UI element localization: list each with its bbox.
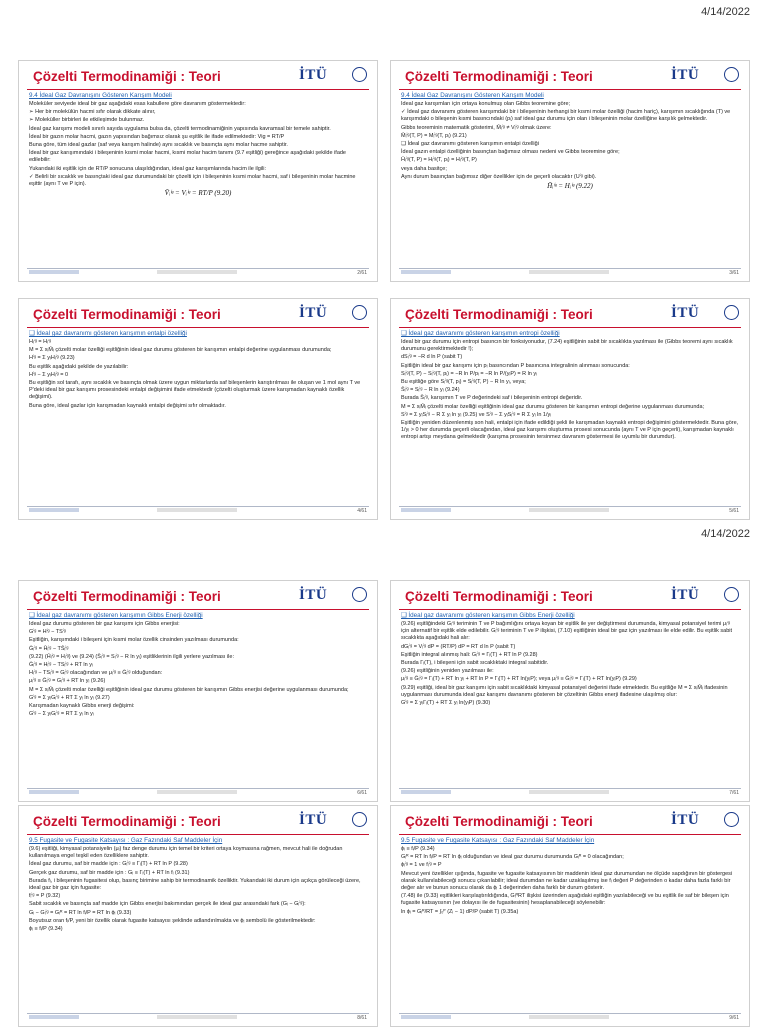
slide-text-line: ✓ Belirli bir sıcaklık ve basınçtaki ideal gaz durumundaki bir çözelti için i bileşeninin kısmi molar hacmi, saf i bileşeninin molar hacmine eşittir (aynı T ve P için). [29, 173, 356, 188]
slide-text-line: (9.26) eşitliğindeki Gᵢⁱᵍ teriminin T ve P bağımlığını ortaya koyan bir eşitlik ile yer değiştirmesi durumunda, kimyasal potansiyel terimi μᵢⁱᵍ için alternatif bir eşitlik elde edilebilir. Gᵢⁱᵍ teriminin T ve P ilişkisi, (7.10) eşitliğinin ideal bir gaz için yazılması ile elde edilir. Bu eşitlik sabit sıcaklıkta aşağıdaki hali alır: [401, 621, 733, 642]
slide-text-line: (9.29) eşitliği, ideal bir gaz karışımı için sabit sıcaklıktaki kimyasal potansiyel değerini ifade etmektedir. Bu eşitliğe M = Σ xᵢM̄ᵢ ifadesinin uygulanması durumunda ideal gaz karışımı davranımı gösteren bir çözeltinin Gibbs enerji ifadesine ulaşılmış olur: [401, 684, 728, 698]
footer-center-mark [157, 790, 237, 794]
slide-text-line: Burada Γᵢ(T), i bileşeni için sabit sıcaklıktaki integral sabitidir. [401, 660, 549, 667]
slide-text-line: Mevcut yeni özellikler ışığında, fugasite ve fugasite katsayısının bir maddenin ideal gaz durumundan ne ölçüde sapdığının bir göstergesi olarak kullanılabileceği sonucu çıkarılabilir; ideal durumdan ne kadar uzaklaşılmış ise fᵢ değeri P değerinden o kadar daha fazla farklı bir değer alır ve bunun sonucu olarak da ϕᵢ 1 değerinden daha farklı bir durum gösterir. [401, 870, 733, 892]
title-divider [399, 609, 741, 610]
footer-center-mark [157, 270, 237, 274]
slide-title: Çözelti Termodinamiği : Teori [405, 814, 593, 829]
slide-title: Çözelti Termodinamiği : Teori [405, 69, 593, 84]
slide-text-line: Buna göre, tüm ideal gazlar (saf veya karışım halinde) aynı sıcaklık ve basınçta aynı molar hacme sahiptir. [29, 142, 288, 149]
footer-institution-mark [401, 270, 451, 274]
slide-footer [399, 268, 741, 278]
slide-subtitle: ❑ İdeal gaz davranımı gösteren karışımın Gibbs Enerji özelliği [29, 612, 203, 619]
slide-text-line: Eşitliğin ideal bir gaz karışımı için pᵢ basıncından P basıncına integralinin alınması sonucunda: [401, 362, 630, 369]
slide-text-line: İdeal bir gaz karışımındaki i bileşeninin kısmi molar hacmi, kısmi molar hacim tanımı (9.7 eşitliği) gereğince aşağıdaki şekilde ifade edilebilir: [29, 150, 346, 164]
slide-text-line: Boyutsuz oran fᵢ/P, yeni bir özellik olarak fugasite katsayısı şeklinde adlandırılmakta ve ϕᵢ sembolü ile gösterilmektedir: [29, 917, 316, 924]
slide-text-line: veya daha basitçe; [401, 165, 447, 172]
slide-page-number: 4/61 [357, 508, 367, 514]
slide-text-line: Eşitliğin integral alınmış hali: Gᵢⁱᵍ = Γᵢ(T) + RT ln P (9.28) [401, 651, 538, 658]
slide-text-line: Karışmadan kaynaklı Gibbs enerji değişimi: [29, 703, 135, 710]
slide-subtitle: ❑ İdeal gaz davranımı gösteren karışımın entalpi özelliği [29, 330, 187, 337]
footer-institution-mark [29, 508, 79, 512]
logo-text: İTÜ [299, 305, 328, 321]
slide-text-line: Buna göre, ideal gazlar için karışmadan kaynaklı entalpi değişimi sıfır olmaktadır. [29, 402, 226, 409]
slide-subtitle: ❑ İdeal gaz davranımı gösteren karışımın Gibbs Enerji özelliği [401, 612, 575, 619]
slide-text-line: Gibbs teoreminin matematik gösterimi, M̄ᵢⁱᵍ ≠ Vᵢⁱᵍ olmak üzere: [401, 124, 552, 131]
slide-text-line: ϕᵢ ≡ fᵢ/P (9.34) [401, 846, 435, 852]
logo-text: İTÜ [299, 67, 328, 83]
slide-text-line: Bu eşitliğin sol tarafı, aynı sıcaklık ve basınçta olmak üzere uygun miktarlarda saf bileşenlerin karıştırılması ile oluşan ve 1 mol aynı T ve P'deki ideal bir gaz karışımı prosesindeki entalpi değişimini ifade etmektedir (çözelti oluşturmak üzere karışmadan kaynaklı özellik değişimi). [29, 380, 361, 401]
slide-text-line: M = Σ xᵢM̄ᵢ çözelti molar özelliği eşitliğinin ideal gaz durumu gösteren bir karışımın entropi değerine uygulanması durumunda; [401, 403, 705, 410]
slide-body [29, 621, 367, 785]
slide-text-line: Burada fᵢ, i bileşeninin fugasitesi olup, basınç birimine sahip bir termodinamik özelliktir. Yukarıdaki iki durum için açıkça görüleceği üzere, ideal gaz bir gaz için fugasite: [29, 877, 361, 892]
slide-title: Çözelti Termodinamiği : Teori [405, 589, 593, 604]
slide-footer [399, 1013, 741, 1023]
seal-icon [724, 305, 739, 320]
slide-text-line: Hⁱᵍ = Σ yᵢHᵢⁱᵍ (9.23) [29, 355, 75, 362]
slide-text-line: ➢ Moleküller birbirleri ile etkileşimde bulunmaz. [29, 117, 145, 124]
slide-text-line: fᵢⁱᵍ = P (9.32) [29, 893, 61, 900]
slide-text-line: (9.22) (H̄ᵢⁱᵍ = Hᵢⁱᵍ) ve (9.24) (S̄ᵢⁱᵍ = Sᵢⁱᵍ − R ln yᵢ) eşitliklerinin ilgili yerlere yazılması ile: [29, 653, 234, 660]
slide-page-number: 3/61 [729, 270, 739, 276]
slide-text-line: Burada S̄ᵢⁱᵍ, karışımın T ve P değerindeki saf i bileşeninin entropi değeridir. [401, 395, 583, 402]
slide-text-line: ✓ İdeal gaz davranımı gösteren karışımdaki bir i bileşeninin herhangi bir kısmi molar özelliği (hacim hariç), karışımın sıcaklığında (T) ve karışımdaki o bileşenin kısmi basıncındaki (pᵢ) saf ideal gaz durumu için olan i bileşeninin molar özelliğine karşılık gelmektedir. [401, 109, 731, 123]
slide-body [401, 101, 739, 265]
slide-text-line: dSᵢⁱᵍ = −R d ln P (sabit T) [401, 354, 463, 361]
slide-text-line: Sabit sıcaklık ve basınçta saf madde için Gibbs enerjisi bakımından gerçek ile ideal gaz arasındaki fark (Gᵢ − Gᵢⁱᵍ): [29, 901, 306, 908]
slide-text-line: İdeal gazın entalpi özelliğinin basınçtan bağımsız olması nedeni ve Gibbs teoremine göre; [401, 149, 620, 156]
slide-text-line: İdeal gaz durumu, saf bir madde için : Gᵢⁱᵍ ≡ Γᵢ(T) + RT ln P (9.28) [29, 861, 188, 868]
logo-text: İTÜ [671, 812, 700, 828]
footer-center-mark [529, 270, 609, 274]
itu-logo [671, 587, 741, 605]
slide-body [29, 339, 367, 503]
slide-text-line: Aynı durum basınçtan bağımsız diğer özellikler için de geçerli olacaktır (Uⁱᵍ gibi). [401, 173, 597, 180]
seal-icon [724, 67, 739, 82]
slide-title: Çözelti Termodinamiği : Teori [33, 69, 221, 84]
title-divider [27, 327, 369, 328]
slide-footer [27, 1013, 369, 1023]
footer-center-mark [529, 508, 609, 512]
slide-text-line: μᵢⁱᵍ ≡ Ḡᵢⁱᵍ = Gᵢⁱᵍ + RT ln yᵢ (9.26) [29, 678, 106, 685]
itu-logo [299, 67, 369, 85]
slide-text-line: İdeal gaz karışımı modeli sınırlı sayıda uygulama bulsa da, çözelti termodinamiğinin yapısında kavramsal bir temele sahiptir. [29, 125, 331, 132]
slide-page-number: 8/61 [357, 1015, 367, 1021]
title-divider [399, 834, 741, 835]
slide-text-line: Gⁱᵍ = Hⁱᵍ − TSⁱᵍ [29, 629, 66, 636]
title-divider [27, 834, 369, 835]
itu-logo [671, 305, 741, 323]
logo-text: İTÜ [671, 67, 700, 83]
slide-text-line: Ḡᵢⁱᵍ = H̄ᵢⁱᵍ − TS̄ᵢⁱᵍ [29, 645, 69, 652]
slide-text-line: Gerçek gaz durumu, saf bir madde için : Gᵢ ≡ Γᵢ(T) + RT ln fᵢ (9.31) [29, 869, 190, 876]
slide-text-line: Sⁱᵍ = Σ yᵢSᵢⁱᵍ − R Σ yᵢ ln yᵢ (9.25) ve Sⁱᵍ − Σ yᵢSᵢⁱᵍ = R Σ yᵢ ln 1/yᵢ [401, 411, 552, 418]
footer-institution-mark [29, 1015, 79, 1019]
slide-5 [18, 580, 378, 802]
page-date-top: 4/14/2022 [701, 6, 750, 18]
slide-page-number: 9/61 [729, 1015, 739, 1021]
slide-text-line: ➢ Her bir molekülün hacmi sıfır olarak dikkate alınır, [29, 109, 156, 116]
title-divider [27, 609, 369, 610]
slide-title: Çözelti Termodinamiği : Teori [33, 814, 221, 829]
slide-text-line: Yukarıdaki iki eşitlik için de RT/P sonucuna ulaşıldığından, ideal gaz karışımlarında hacim ile ilgili: [29, 165, 267, 172]
slide-text-line: Gᵢᴿ = RT ln fᵢ/P = RT ln ϕᵢ olduğundan ve ideal gaz durumu durumunda Gᵢᴿ = 0 olacağından; [401, 854, 624, 861]
slide-title: Çözelti Termodinamiği : Teori [33, 307, 221, 322]
slide-1 [18, 60, 378, 282]
footer-center-mark [157, 1015, 237, 1019]
slide-body [401, 339, 739, 503]
seal-icon [352, 812, 367, 827]
title-divider [27, 89, 369, 90]
seal-icon [352, 67, 367, 82]
slide-text-line: Bu eşitlik aşağıdaki şekilde de yazılabilir: [29, 363, 129, 370]
slide-text-line: İdeal gaz karışımları için ortaya konulmuş olan Gibbs teoremine göre; [401, 101, 571, 107]
slide-text-line: ϕᵢⁱᵍ = 1 ve fᵢⁱᵍ = P [401, 862, 442, 869]
slide-body [401, 621, 739, 785]
slide-page-number: 6/61 [357, 790, 367, 796]
slide-text-line: H̄ᵢⁱᵍ(T, P) = Hᵢⁱᵍ(T, pᵢ) = Hᵢⁱᵍ(T, P) [401, 157, 477, 164]
slide-2 [390, 60, 750, 282]
slide-footer [27, 268, 369, 278]
slide-text-line: Eşitliğin yeniden düzenlenmiş son hali, entalpi için ifade edildiği şekli ile karışmadan kaynaklı entropi değişimini göstermektedir. Buna göre, 1/yᵢ > 0 her durumda geçerli olacağından, ideal gaz karışımı oluşturma prosesi sonucunda (aynı T ve P için geçerli), karışmadan kaynaklı entropi artışı meydana gelmektedir (karışma prosesinin tersinmez davranım göstermesi ile uyumlu bir durumdur). [401, 420, 739, 441]
seal-icon [352, 587, 367, 602]
slide-text-line: Gⁱᵍ − Σ yᵢGᵢⁱᵍ = RT Σ yᵢ ln yᵢ [29, 711, 94, 718]
title-divider [399, 89, 741, 90]
slide-text-line: (9.26) eşitliğinin yeniden yazılması ile: [401, 668, 494, 675]
itu-logo [671, 67, 741, 85]
slide-footer [27, 788, 369, 798]
slide-text-line: ϕᵢ ≡ fᵢ/P (9.34) [29, 926, 63, 933]
footer-institution-mark [401, 508, 451, 512]
slide-text-line: (9.6) eşitliği, kimyasal potansiyelin (μᵢ) faz denge durumu için temel bir kriteri ortaya koymasına rağmen, mevcut hali ile doğrudan kullanılmaya engel teşkil eden özelliklere sahiptir. [29, 846, 343, 860]
slide-text-line: Hⁱᵍ − Σ yᵢHᵢⁱᵍ = 0 [29, 371, 69, 378]
footer-institution-mark [29, 270, 79, 274]
slide-body [29, 846, 367, 1010]
itu-logo [299, 305, 369, 323]
slide-page-number: 7/61 [729, 790, 739, 796]
slide-text-line: İdeal bir gazın molar hacmi, gazın yapısından bağımsız olarak şu eşitlik ile ifade edilmektedir: Vig = RT/P [29, 133, 285, 140]
page-date-middle: 4/14/2022 [701, 528, 750, 540]
slide-footer [399, 506, 741, 516]
slide-text-line: H̄ᵢⁱᵍ = Hᵢⁱᵍ [29, 339, 52, 345]
seal-icon [724, 587, 739, 602]
slide-subtitle: 9.5 Fugasite ve Fugasite Katsayısı : Gaz Fazındaki Saf Maddeler İçin [401, 837, 595, 844]
slide-text-line: Sᵢⁱᵍ(T, P) − Sᵢⁱᵍ(T, pᵢ) = −R ln P/pᵢ = −R ln P/(yᵢP) = R ln yᵢ [401, 370, 538, 377]
itu-logo [299, 587, 369, 605]
footer-institution-mark [29, 790, 79, 794]
itu-logo [299, 812, 369, 830]
slide-text-line: Gᵢ − Gᵢⁱᵍ = Gᵢᴿ = RT ln fᵢ/P = RT ln ϕᵢ (9.33) [29, 909, 132, 916]
slide-text-line: Gⁱᵍ = Σ yᵢΓᵢ(T) + RT Σ yᵢ ln(yᵢP) (9.30) [401, 700, 491, 707]
slide-8 [390, 805, 750, 1027]
slide-text-line: S̄ᵢⁱᵍ = Sᵢⁱᵍ − R ln yᵢ (9.24) [401, 387, 460, 394]
logo-text: İTÜ [299, 812, 328, 828]
footer-center-mark [529, 790, 609, 794]
slide-7 [18, 805, 378, 1027]
slide-text-line: İdeal gaz durumu gösteren bir gaz karışımı için Gibbs enerjisi: [29, 621, 180, 627]
slide-subtitle: 9.5 Fugasite ve Fugasite Katsayısı : Gaz Fazındaki Saf Maddeler İçin [29, 837, 223, 844]
slide-text-line: ln ϕᵢ = Gᵢᴿ/RT = ∫₀ᴾ (Zᵢ − 1) dP/P (sabit T) (9.35a) [401, 908, 519, 915]
slide-text-line: M̄ᵢⁱᵍ(T, P) = Mᵢⁱᵍ(T, pᵢ) (9.21) [401, 132, 467, 139]
slide-text-line: M = Σ xᵢM̄ᵢ çözelti molar özelliği eşitliğinin ideal gaz durumu gösteren bir karışımın Gibbs enerjisi değerine uygulanması durumunda; [29, 686, 349, 693]
slide-page-number: 5/61 [729, 508, 739, 514]
slide-subtitle: 9.4 İdeal Gaz Davranışını Gösteren Karışım Modeli [401, 92, 544, 99]
slide-equation: H̄ᵢⁱᵍ = Hᵢⁱᵍ (9.22) [547, 182, 593, 191]
seal-icon [352, 305, 367, 320]
footer-center-mark [529, 1015, 609, 1019]
slide-4 [390, 298, 750, 520]
slide-text-line: ❑ İdeal gaz davranımı gösteren karışımın entalpi özelliği [401, 141, 539, 148]
slide-subtitle: 9.4 İdeal Gaz Davranışını Gösteren Karışım Modeli [29, 92, 172, 99]
slide-text-line: dGᵢⁱᵍ = Vᵢⁱᵍ dP = (RT/P) dP = RT d ln P (sabit T) [401, 643, 516, 650]
slide-text-line: Gⁱᵍ = Σ yᵢGᵢⁱᵍ + RT Σ yᵢ ln yᵢ (9.27) [29, 694, 110, 701]
slide-6 [390, 580, 750, 802]
slide-subtitle: ❑ İdeal gaz davranımı gösteren karışımın entropi özelliği [401, 330, 560, 337]
slide-text-line: Eşitliğin, karışımdaki i bileşeni için kısmi molar özellik cinsinden yazılması durumunda: [29, 637, 239, 644]
slide-body [401, 846, 739, 1010]
slide-text-line: Ḡᵢⁱᵍ = Hᵢⁱᵍ − TSᵢⁱᵍ + RT ln yᵢ [29, 662, 93, 669]
slide-text-line: (7.48) ile (9.33) eşitlikleri karşılaştırıldığında, GᵢᴿRT ilişkisi üzerinden aşağıdaki eşitliğin yazılabileceği ve bu eşitlik ile saf bir bileşen için fugasite katsayısının (ve dolayısı ile de fugasitesinin) hesaplanabileceği söylenebilir: [401, 893, 729, 907]
slide-text-line: Bu eşitliğe göre Sᵢⁱᵍ(T, pᵢ) = Sᵢⁱᵍ(T, P) − R ln yᵢ, veya; [401, 379, 526, 386]
slide-page-number: 2/61 [357, 270, 367, 276]
logo-text: İTÜ [671, 587, 700, 603]
logo-text: İTÜ [299, 587, 328, 603]
itu-logo [671, 812, 741, 830]
slide-text-line: M = Σ xᵢM̄ᵢ çözelti molar özelliği eşitliğinin ideal gaz durumu gösteren bir karışımın entalpi değerine uygulanması durumunda; [29, 347, 332, 354]
slide-3 [18, 298, 378, 520]
title-divider [399, 327, 741, 328]
slide-title: Çözelti Termodinamiği : Teori [405, 307, 593, 322]
logo-text: İTÜ [671, 305, 700, 321]
slide-text-line: Hᵢⁱᵍ − TSᵢⁱᵍ = Gᵢⁱᵍ olacağından ve μᵢⁱᵍ ≡ Ḡᵢⁱᵍ olduğundan: [29, 670, 163, 677]
slide-body [29, 101, 367, 265]
slide-text-line: Moleküler seviyede ideal bir gaz aşağıdaki esas kabullere göre davranım göstermektedir: [29, 101, 246, 107]
slide-equation: V̄ᵢⁱᵍ = Vᵢⁱᵍ = RT/P (9.20) [164, 189, 232, 198]
slide-footer [27, 506, 369, 516]
footer-center-mark [157, 508, 237, 512]
slide-title: Çözelti Termodinamiği : Teori [33, 589, 221, 604]
slide-text-line: μᵢⁱᵍ ≡ Ḡᵢⁱᵍ = Γᵢ(T) + RT ln yᵢ + RT ln P = Γᵢ(T) + RT ln(yᵢP); veya μᵢⁱᵍ ≡ Ḡᵢⁱᵍ = Γᵢ(T) + RT ln(yᵢP) (9.29) [401, 676, 637, 683]
footer-institution-mark [401, 1015, 451, 1019]
slide-footer [399, 788, 741, 798]
footer-institution-mark [401, 790, 451, 794]
slide-text-line: İdeal bir gaz durumu için entropi basıncın bir fonksiyonudur, (7.24) eşitliğinin sabit bir sıcaklıkta yazılması ile (Gibbs teoremi aynı sıcaklık durumunu gerektirmektedir !); [401, 339, 733, 353]
seal-icon [724, 812, 739, 827]
